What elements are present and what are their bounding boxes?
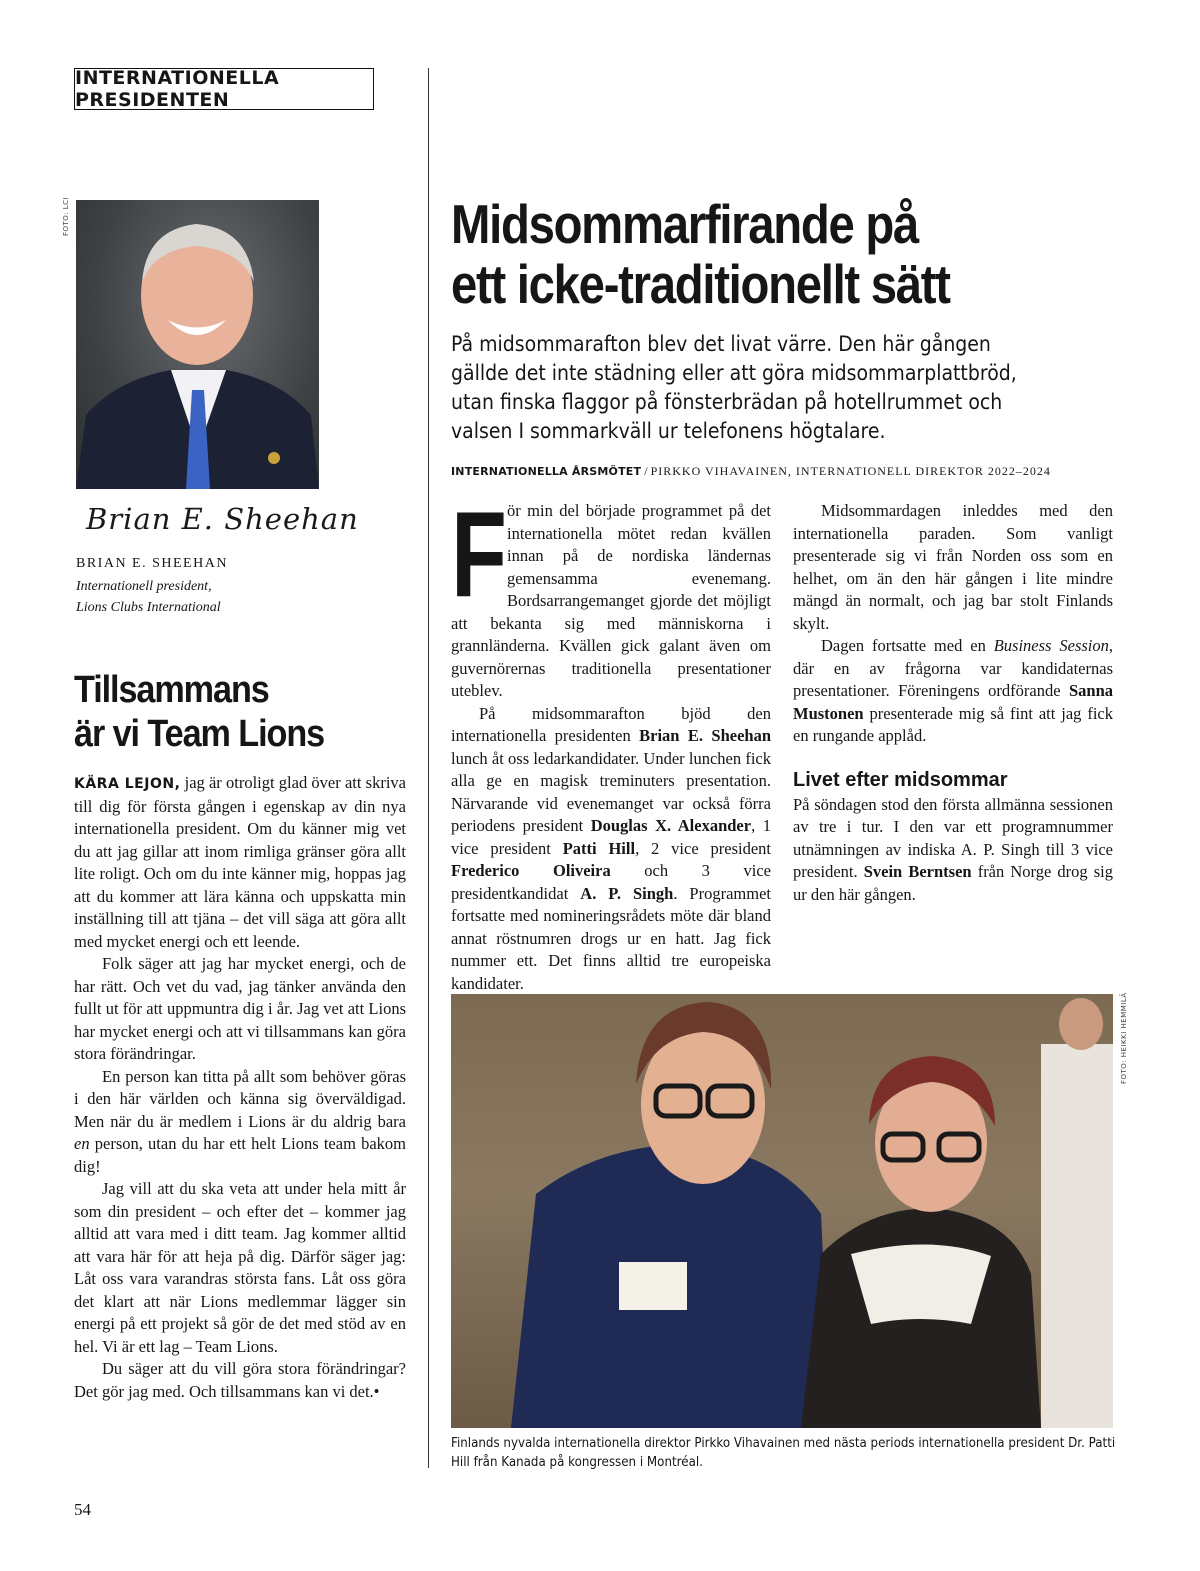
article-subhead: Livet efter midsommar (793, 768, 1008, 791)
article-photo-illustration (451, 994, 1113, 1428)
name-oliveira: Frederico Oliveira (451, 861, 611, 880)
byline-author: PIRKKO VIHAVAINEN, INTERNATIONELL DIREKTOR 2022–2024 (650, 464, 1051, 478)
column-paragraph-2: Folk säger att jag har mycket energi, och de har rätt. Och vet du vad, jag tänker använda den fullt ut för att uppmuntra dig i år. Jag vet att Lions har mycket energi och att vi tillsammans kan göra stora förändringar. (74, 954, 406, 1063)
ap2-t5: och 3 vice presidentkandidat (451, 861, 771, 903)
ap2-t1: På midsommarafton bjöd den internationella presidenten (451, 703, 771, 745)
name-alexander: Douglas X. Alexander (590, 816, 752, 835)
byline-kicker: INTERNATIONELLA ÅRSMÖTET (451, 465, 642, 478)
name-berntsen: Svein Berntsen (863, 862, 972, 881)
article-paragraph-4 (793, 635, 1113, 748)
ap2-t4: , 2 vice president (635, 838, 771, 858)
column-paragraph-3-text-b: person, utan du har ett helt Lions team bakom dig! (74, 1134, 406, 1176)
article-column-1 (451, 486, 771, 995)
name-singh: A. P. Singh (580, 883, 674, 903)
author-title (76, 576, 221, 618)
column-paragraph-1-text: jag är otroligt glad över att skriva till dig för första gången i egenskap av din nya internationella president. Om du känner mig vet du att jag gillar att inom rimliga gränser göra allt lite roligt. Och om du inte känner mig, hoppas jag att du kommer att lära känna och uppskatta min inställning till att tjäna – det vill säga att göra allt med mycket energi och ett leende. (74, 773, 406, 951)
byline-separator: / (641, 464, 651, 478)
article-column-2 (793, 500, 1113, 906)
ap5-t2: från Norge drog sig ur den här gången. (793, 862, 1114, 904)
column-title-line-1: Tillsammans (74, 669, 269, 711)
drop-cap: F (451, 486, 507, 622)
president-portrait (76, 200, 319, 489)
article-photo-credit: FOTO: HEIKKI HEMMILÄ (1120, 992, 1128, 1084)
column-paragraph-4: Jag vill att du ska veta att under hela mitt år som din president – och efter det – kommer jag alltid att vara med i ditt team. Jag kommer alltid att vara här för att heja på dig. Därför säger jag: Låt oss vara varandras största fans. Låt oss göra det klart att när Lions medlemmar lägger sin energi på ett projekt så gör de det med stöd av en hel. Vi är ett lag – Team Lions. (74, 1179, 406, 1356)
column-title-line-2: är vi Team Lions (74, 713, 325, 755)
article-paragraph-1-text: ör min del började programmet på det internationella mötet redan kvällen innan på de nordiska ländernas gemensamma evenemang. Bordsarrangemanget gjorde det möjligt att bekanta sig med människorna i grannländerna. Kvällen gick galant även om guvernörernas traditionella presentationer uteblev. (451, 501, 771, 700)
column-paragraph-5: Du säger att du vill göra stora förändringar? Det gör jag med. Och tillsammans kan vi det.• (74, 1359, 406, 1401)
president-portrait-illustration (76, 200, 319, 489)
signature: Brian E. Sheehan (86, 502, 359, 536)
ap4-t2: , där en av frågorna var kandidaternas presentationer. Föreningens ordförande (793, 636, 1113, 700)
article-byline (451, 464, 1051, 479)
ap4-emphasis: Business Session (993, 636, 1109, 655)
ap2-t2: lunch åt oss ledarkandidater. Under lunchen fick alla ge en magisk treminuters presentation. Närvarande vid evenemanget var också förra periodens president (451, 748, 771, 835)
ap2-t6: . Programmet fortsatte med nomineringsrådets möte där bland annat röstnumren drogs ur en hatt. Jag fick nummer ett. Det finns alltid tre europeiska kandidater. (451, 883, 771, 993)
column-paragraph-1 (74, 772, 406, 953)
section-label: INTERNATIONELLA PRESIDENTEN (74, 68, 374, 110)
page-number: 54 (74, 1500, 91, 1519)
name-hill: Patti Hill (562, 838, 636, 858)
author-title-line-1: Internationell president, (76, 579, 212, 594)
photo-caption: Finlands nyvalda internationella direktor Pirkko Vihavainen med nästa periods internationella president Dr. Patti Hill från Kanada på kongressen i Montréal. (451, 1435, 1116, 1470)
name-sheehan: Brian E. Sheehan (639, 726, 771, 745)
article-deck: På midsommarafton blev det livat värre. Den här gången gällde det inte städning eller att göra midsommarplattbröd, utan finska flaggor på fönsterbrädan på hotellrummet och valsen I sommarkväll ur telefonens högtalare. (451, 332, 1017, 443)
author-title-line-2: Lions Clubs International (76, 600, 221, 615)
column-paragraph-3-emphasis: en (74, 1134, 90, 1153)
column-paragraph-3 (74, 1066, 406, 1179)
name-mustonen: Sanna Mustonen (793, 681, 1113, 723)
ap4-t1: Dagen fortsatte med en (821, 636, 994, 655)
article-headline (451, 194, 1070, 314)
ap4-t3: presenterade mig så fint att jag fick en rungande applåd. (793, 703, 1113, 745)
article-photo (451, 994, 1113, 1428)
article-paragraph-2 (451, 703, 771, 996)
column-title (74, 668, 380, 756)
article-paragraph-5 (793, 794, 1113, 907)
column-lead-word: KÄRA LEJON, (74, 776, 181, 792)
column-body (74, 772, 406, 1403)
left-photo-credit: FOTO: LCI (62, 196, 70, 236)
article-paragraph-1 (451, 486, 771, 703)
ap2-t3: , 1 vice president (451, 816, 771, 858)
article-paragraph-3: Midsommardagen inleddes med den internationella paraden. Som vanligt presenterade sig vi från Norden oss som en helhet, om än den här gången i lite mindre mängd än normalt, och jag bar stolt Finlands skylt. (793, 501, 1113, 633)
article-headline-line-2: ett icke-traditionellt sätt (451, 253, 950, 315)
article-headline-line-1: Midsommarfirande på (451, 193, 918, 255)
ap5-t1: På söndagen stod den första allmänna sessionen av tre i tur. I den var ett programnummer utnämningen av indiska A. P. Singh till 3 vice president. (793, 794, 1113, 881)
column-paragraph-3-text-a: En person kan titta på allt som behöver göras i den här världen och känna sig överväldigad. Men när du är medlem i Lions är du aldrig bara (74, 1066, 406, 1131)
author-name: BRIAN E. SHEEHAN (76, 556, 228, 571)
column-divider (428, 68, 429, 1468)
